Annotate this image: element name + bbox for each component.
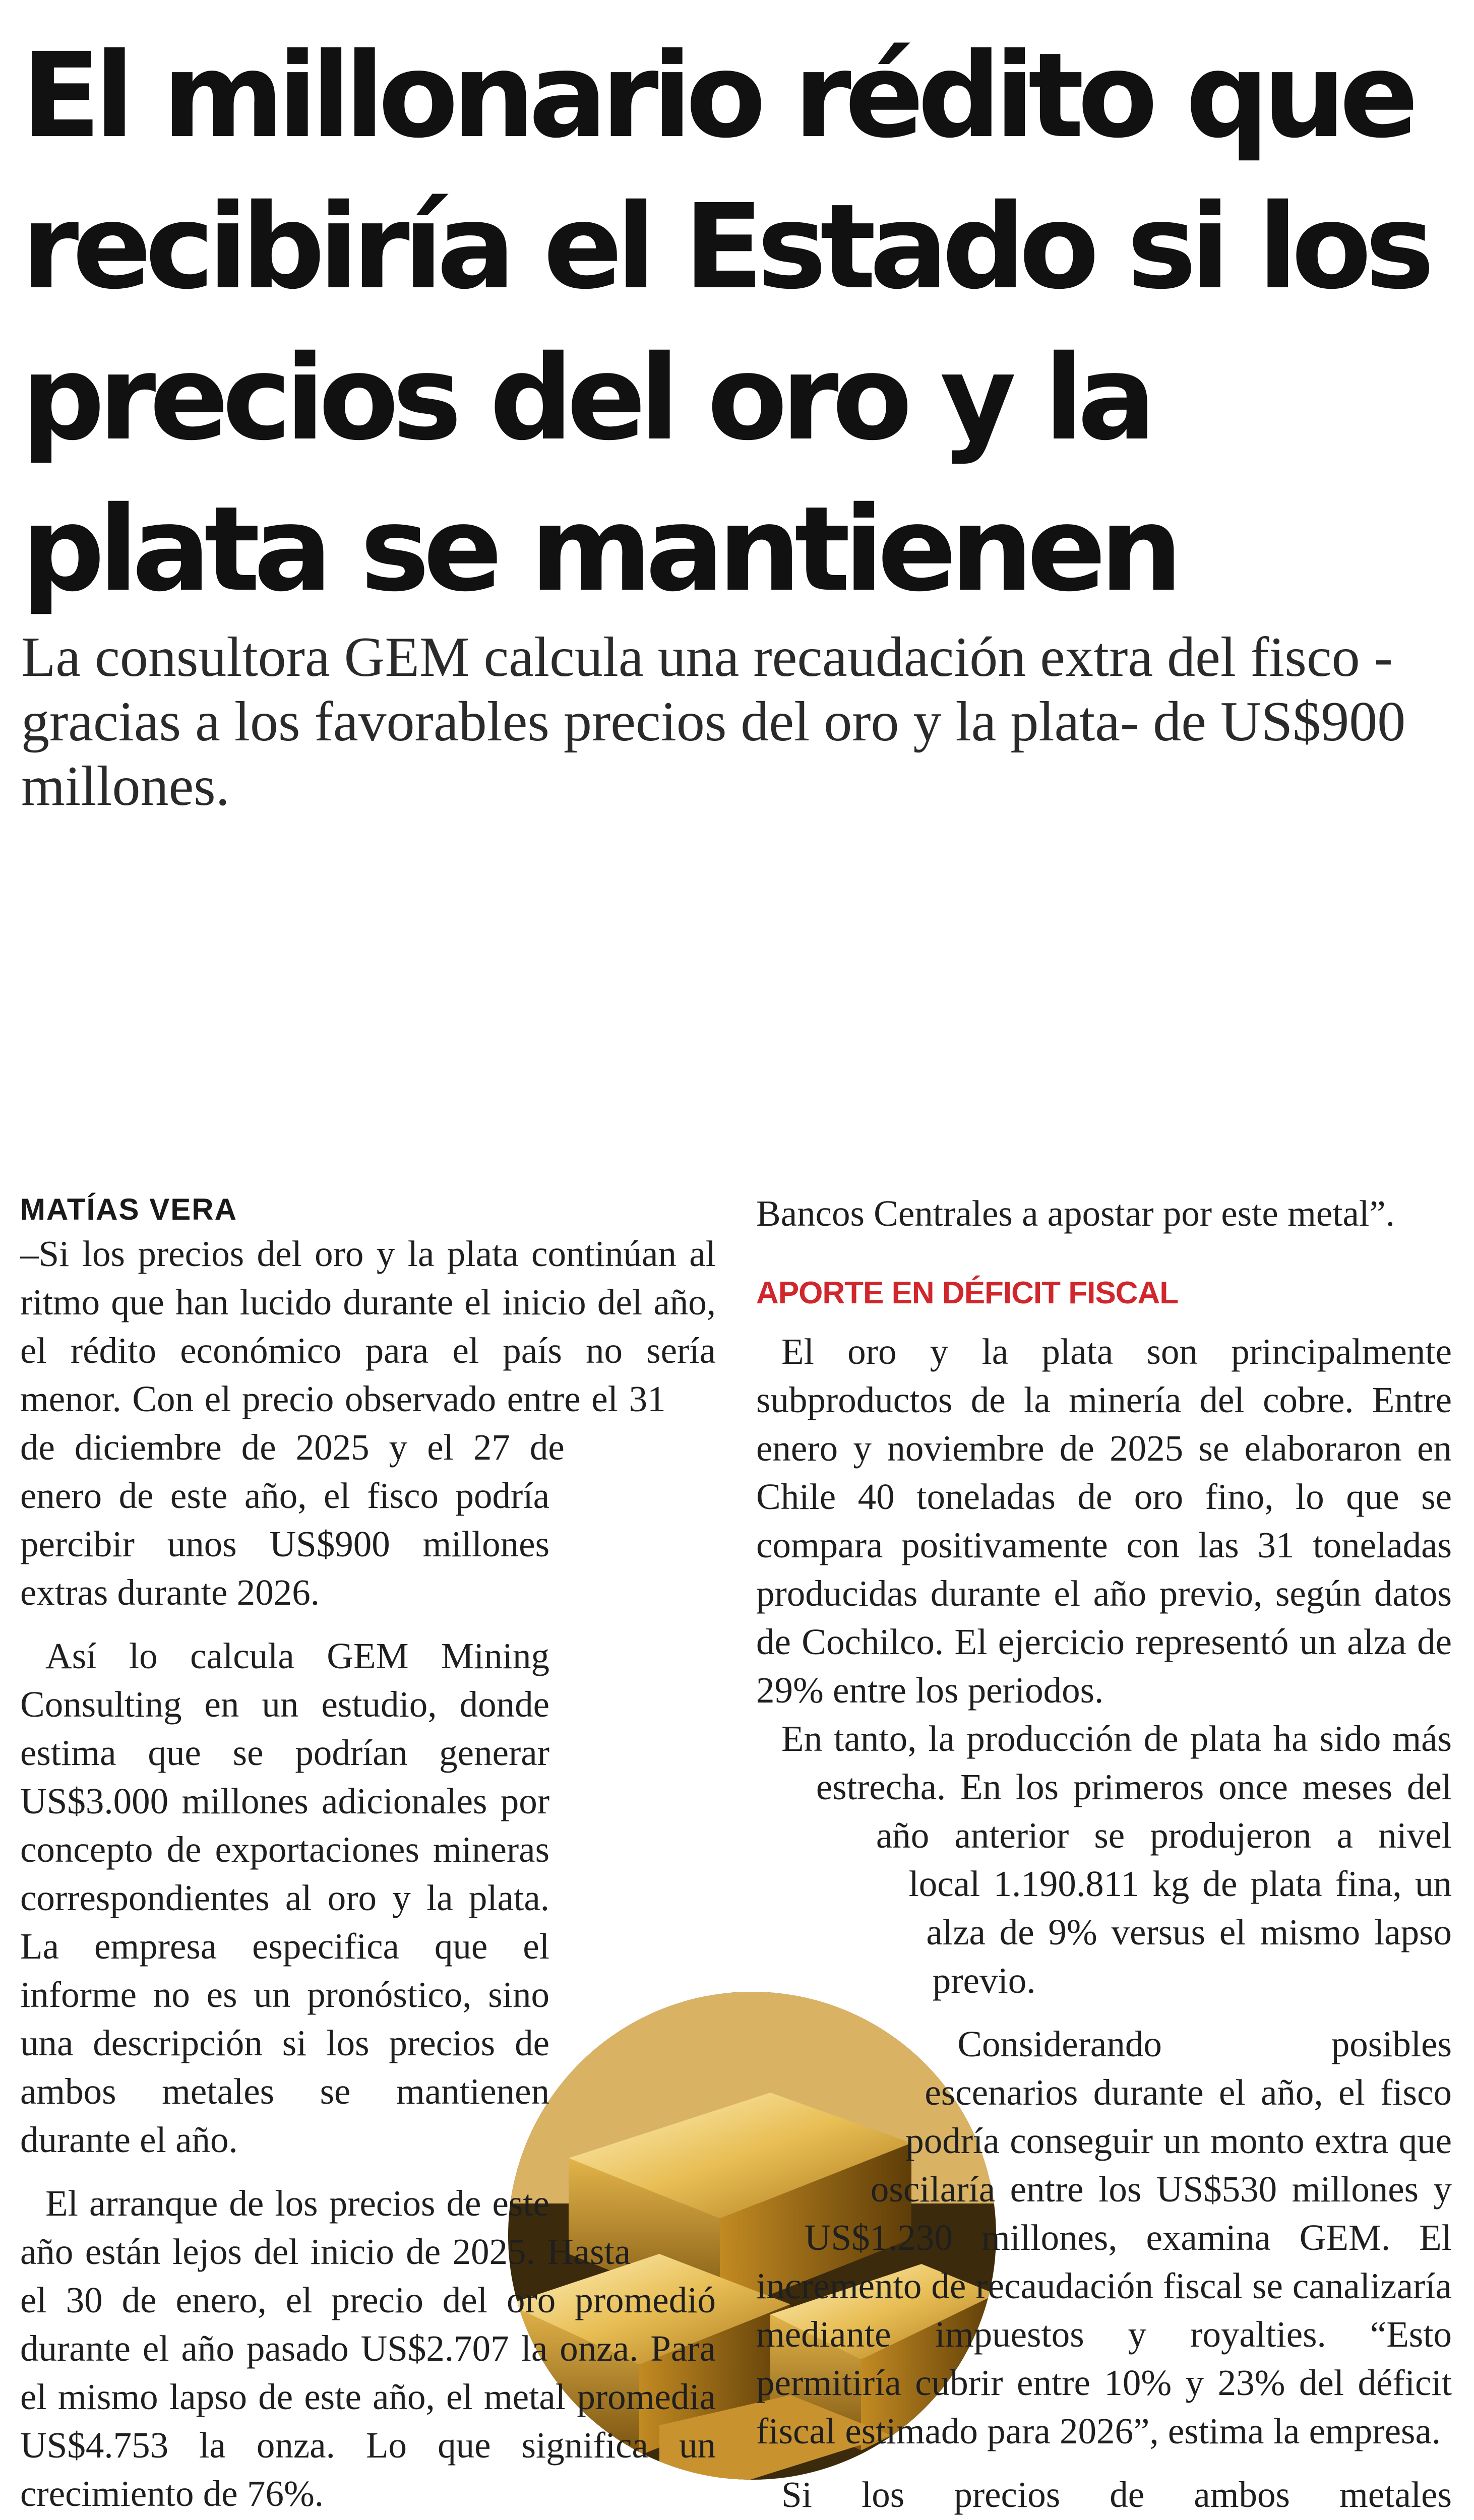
deck-subtitle: La consultora GEM calcula una recaudación extra del fisco -gracias a los favorables precios del oro y la plata- de US$900 millones. — [21, 626, 1406, 817]
paragraph: –Si los precios del oro y la plata continúan al ritmo que han lucido durante el inicio del año, el rédito económico para el país no sería menor. Con el precio observado entre el 31 de diciembre de 2025 y el 27 de enero de este año, el fisco podría percibir unos US$900 millones extras durante 2026. — [20, 1233, 716, 1613]
paragraph-continued: Bancos Centrales a apostar por este metal”. — [756, 1193, 1395, 1234]
paragraph: Así lo calcula GEM Mining Consulting en un estudio, donde estima que se podrían generar US$3.000 millones adicionales por concepto de exportaciones mineras correspondientes al oro y la plata. La empresa especifica que el informe no es un pronóstico, sino una descripción si los precios de ambos metales se mantienen durante el año. — [20, 1635, 549, 2160]
paragraph: Considerando posibles escenarios durante el año, el fisco podría conseguir un monto extra que oscilaría entre los US$530 millones y US$1.230 millones, examina GEM. El incremento de recaudación fiscal se canalizaría mediante impuestos y royalties. “Esto permitiría cubrir entre 10% y 23% del déficit fiscal estimado para 2026”, estima la empresa. — [756, 2024, 1452, 2451]
headline: El millonario rédito que recibiría el Estado si los precios del oro y la plata se mantienen — [21, 28, 1428, 617]
column-right — [756, 1189, 1452, 2520]
paragraph: Si los precios de ambos metales — [781, 2474, 1452, 2515]
column-left — [20, 1189, 716, 2520]
paragraph: El oro y la plata son principalmente subproductos de la minería del cobre. Entre enero y noviembre de 2025 se elaboraron en Chile 40 toneladas de oro fino, lo que se compara positivamente con las 31 toneladas producidas durante el año previo, según datos de Cochilco. El ejercicio representó un alza de 29% entre los periodos. — [756, 1331, 1452, 1711]
byline: MATÍAS VERA — [20, 1192, 237, 1226]
section-subhead: APORTE EN DÉFICIT FISCAL — [756, 1276, 1179, 1310]
paragraph: El arranque de los precios de este año están lejos del inicio de 2025. Hasta el 30 de enero, el precio del oro promedió durante el año pasado US$2.707 la onza. Para el mismo lapso de este año, el metal promedia US$4.753 la onza. Lo que significa un crecimiento de 76%. — [20, 2183, 716, 2514]
paragraph: En tanto, la producción de plata ha sido más estrecha. En los primeros once meses del año anterior se produjeron a nivel local 1.190.811 kg de plata fina, un alza de 9% versus el mismo lapso previo. — [781, 1718, 1452, 2001]
